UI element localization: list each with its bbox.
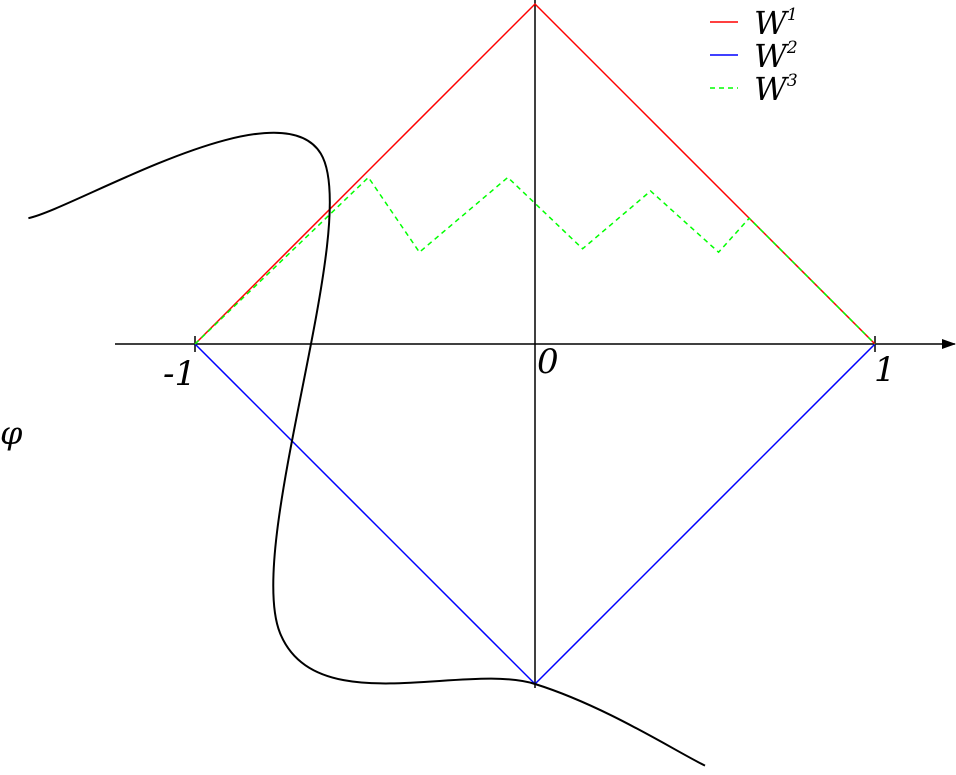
legend-label-w1: $W^1$ xyxy=(754,4,798,42)
legend-superscript-w2: 2 xyxy=(786,38,798,58)
tick-label-plus-one: 1 xyxy=(874,350,896,390)
tick-label-minus-one: -1 xyxy=(163,354,197,394)
phi-label: φ xyxy=(0,414,23,452)
legend-label-w3: $W^3$ xyxy=(754,70,798,108)
tick-label-zero: 0 xyxy=(537,342,559,382)
legend-item-w3 xyxy=(710,70,798,108)
phi-curve xyxy=(28,133,705,766)
legend xyxy=(710,4,798,108)
legend-superscript-w1: 1 xyxy=(786,5,798,25)
legend-label-w2: $W^2$ xyxy=(754,37,798,75)
legend-superscript-w3: 3 xyxy=(786,71,798,91)
